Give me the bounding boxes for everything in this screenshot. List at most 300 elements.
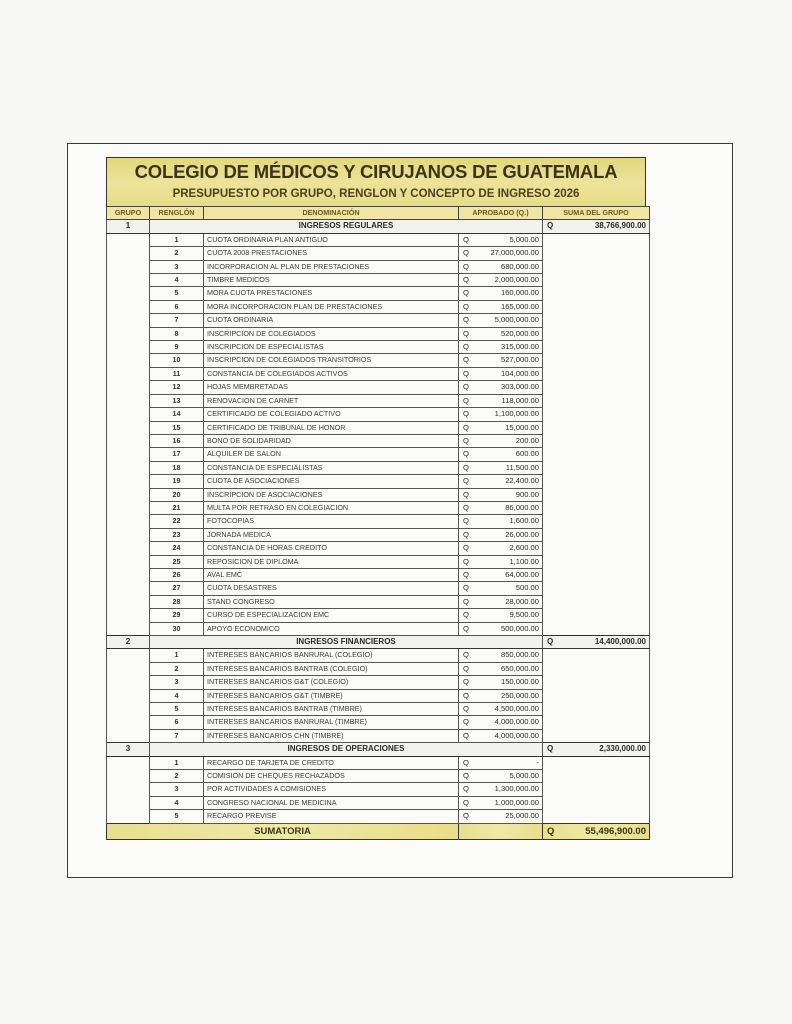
sum-spacer [543,367,650,380]
aprobado-cell [459,434,543,447]
renglon-number: 5 [150,287,204,300]
aprobado-value: 527,000.00 [500,355,539,365]
sum-spacer [543,582,650,595]
denominacion-cell: CUOTA DESASTRES [204,582,459,595]
aprobado-value: 64,000.00 [505,569,539,579]
denominacion-cell: RECARGO PREVISE [204,810,459,823]
aprobado-value: 520,000.00 [500,328,539,338]
aprobado-cell [459,341,543,354]
aprobado-cell [459,233,543,246]
currency-symbol: Q [463,301,469,311]
sum-spacer [543,314,650,327]
group-spacer [107,314,150,327]
aprobado-value: 86,000.00 [505,502,539,512]
aprobado-value: 5,000.00 [509,234,539,244]
denominacion-cell: MORA INCORPORACION PLAN DE PRESTACIONES [204,300,459,313]
table-row [107,729,650,742]
table-row [107,649,650,662]
aprobado-value: 118,000.00 [501,395,539,405]
sum-spacer [543,260,650,273]
aprobado-value: 600.00 [515,449,539,459]
group-sum-value: 38,766,900.00 [594,221,646,231]
group-spacer [107,555,150,568]
aprobado-cell [459,796,543,809]
group-spacer [107,341,150,354]
table-row [107,662,650,675]
currency-symbol: Q [463,315,469,325]
aprobado-cell [459,488,543,501]
group-spacer [107,367,150,380]
group-spacer [107,770,150,783]
aprobado-value: 200.00 [515,435,539,445]
currency-symbol: Q [547,744,554,754]
table-row [107,501,650,514]
aprobado-cell [459,327,543,340]
aprobado-cell [459,770,543,783]
aprobado-cell [459,555,543,568]
currency-symbol: Q [547,221,554,231]
sum-spacer [543,796,650,809]
table-row [107,434,650,447]
table-row [107,796,650,809]
aprobado-value: 1,100.00 [509,556,539,566]
aprobado-value: 5,000,000.00 [494,315,539,325]
sum-spacer [543,461,650,474]
renglon-number: 1 [150,233,204,246]
aprobado-value: 9,500.00 [509,610,539,620]
sum-spacer [543,408,650,421]
table-row [107,783,650,796]
group-spacer [107,729,150,742]
aprobado-cell [459,354,543,367]
aprobado-value: 28,000.00 [505,596,539,606]
aprobado-cell [459,314,543,327]
aprobado-value: 26,000.00 [505,529,539,539]
renglon-number: 1 [150,756,204,769]
group-spacer [107,810,150,823]
renglon-number: 4 [150,796,204,809]
table-row [107,555,650,568]
renglon-number: 12 [150,381,204,394]
renglon-number: 6 [150,716,204,729]
group-spacer [107,703,150,716]
group-spacer [107,756,150,769]
denominacion-cell: FOTOCOPIAS [204,515,459,528]
sum-spacer [543,421,650,434]
renglon-number: 6 [150,300,204,313]
table-row [107,287,650,300]
denominacion-cell: INTERESES BANCARIOS BANRURAL (COLEGIO) [204,649,459,662]
group-spacer [107,662,150,675]
table-row [107,314,650,327]
table-row [107,515,650,528]
aprobado-value: 2,600.00 [509,543,539,553]
aprobado-value: 27,000,000.00 [490,248,539,258]
sum-spacer [543,488,650,501]
currency-symbol: Q [463,328,469,338]
denominacion-cell: INTERESES BANCARIOS G&T (TIMBRE) [204,689,459,702]
aprobado-cell [459,649,543,662]
aprobado-cell [459,501,543,514]
renglon-number: 13 [150,394,204,407]
renglon-number: 4 [150,274,204,287]
currency-symbol: Q [463,489,469,499]
currency-symbol: Q [547,825,555,837]
total-row [107,823,650,839]
renglon-number: 19 [150,475,204,488]
aprobado-cell [459,515,543,528]
renglon-number: 2 [150,247,204,260]
renglon-number: 17 [150,448,204,461]
aprobado-value: 1,600.00 [509,516,539,526]
group-sum [543,220,650,233]
col-header-grupo: GRUPO [107,207,150,220]
group-sum-value: 2,330,000.00 [599,744,646,754]
renglon-number: 3 [150,260,204,273]
aprobado-cell [459,274,543,287]
aprobado-cell [459,662,543,675]
aprobado-value: 160,000.00 [500,288,539,298]
group-name: INGRESOS FINANCIEROS [150,636,543,649]
group-spacer [107,796,150,809]
denominacion-cell: INTERESES BANCARIOS G&T (COLEGIO) [204,676,459,689]
sum-spacer [543,247,650,260]
budget-table [106,206,650,840]
denominacion-cell: RENOVACION DE CARNET [204,394,459,407]
currency-symbol: Q [463,583,469,593]
aprobado-value: 650,000.00 [500,663,539,673]
denominacion-cell: TIMBRE MEDICOS [204,274,459,287]
aprobado-value: 680,000.00 [500,261,539,271]
currency-symbol: Q [463,449,469,459]
aprobado-cell [459,622,543,635]
currency-symbol: Q [463,261,469,271]
table-row [107,810,650,823]
sum-spacer [543,555,650,568]
sum-spacer [543,528,650,541]
sum-spacer [543,689,650,702]
renglon-number: 5 [150,703,204,716]
renglon-number: 14 [150,408,204,421]
group-spacer [107,448,150,461]
aprobado-cell [459,381,543,394]
table-row [107,528,650,541]
currency-symbol: Q [463,690,469,700]
denominacion-cell: REPOSICION DE DIPLOMA [204,555,459,568]
denominacion-cell: INSCRIPCION DE ESPECIALISTAS [204,341,459,354]
group-sum [543,743,650,756]
aprobado-cell [459,287,543,300]
currency-symbol: Q [463,409,469,419]
group-spacer [107,568,150,581]
denominacion-cell: COMISION DE CHEQUES RECHAZADOS [204,770,459,783]
group-row [107,220,650,233]
group-spacer [107,233,150,246]
currency-symbol: Q [463,757,469,767]
budget-sheet [106,157,646,840]
denominacion-cell: STAND CONGRESO [204,595,459,608]
aprobado-value: 500,000.00 [500,623,539,633]
table-row [107,542,650,555]
sum-spacer [543,341,650,354]
aprobado-value: 250,000.00 [500,690,539,700]
sum-spacer [543,233,650,246]
denominacion-cell: ALQUILER DE SALON [204,448,459,461]
table-row [107,300,650,313]
aprobado-cell [459,367,543,380]
group-spacer [107,515,150,528]
currency-symbol: Q [463,342,469,352]
renglon-number: 7 [150,729,204,742]
table-row [107,703,650,716]
aprobado-value: - [536,757,539,767]
denominacion-cell: CUOTA ORDINARIA [204,314,459,327]
group-spacer [107,434,150,447]
aprobado-cell [459,810,543,823]
denominacion-cell: INSCRIPCION DE ASOCIACIONES [204,488,459,501]
group-spacer [107,421,150,434]
group-spacer [107,381,150,394]
group-spacer [107,622,150,635]
denominacion-cell: CUOTA 2008 PRESTACIONES [204,247,459,260]
group-spacer [107,676,150,689]
aprobado-value: 1,300,000.00 [494,784,539,794]
document-title: COLEGIO DE MÉDICOS Y CIRUJANOS DE GUATEMALA [134,161,618,182]
col-header-suma: SUMA DEL GRUPO [543,207,650,220]
denominacion-cell: INTERESES BANCARIOS BANTRAB (TIMBRE) [204,703,459,716]
currency-symbol: Q [463,382,469,392]
aprobado-cell [459,448,543,461]
denominacion-cell: CONSTANCIA DE ESPECIALISTAS [204,461,459,474]
denominacion-cell: AVAL EMC [204,568,459,581]
sum-spacer [543,381,650,394]
table-row [107,622,650,635]
renglon-number: 27 [150,582,204,595]
currency-symbol: Q [463,569,469,579]
renglon-number: 2 [150,662,204,675]
currency-symbol: Q [463,395,469,405]
sum-spacer [543,649,650,662]
currency-symbol: Q [463,730,469,740]
renglon-number: 18 [150,461,204,474]
currency-symbol: Q [463,529,469,539]
aprobado-cell [459,783,543,796]
aprobado-cell [459,716,543,729]
currency-symbol: Q [463,811,469,821]
total-empty-cell [459,823,543,839]
group-spacer [107,501,150,514]
title-banner [106,157,646,206]
table-row [107,341,650,354]
group-name: INGRESOS REGULARES [150,220,543,233]
sum-spacer [543,542,650,555]
sum-spacer [543,622,650,635]
renglon-number: 9 [150,341,204,354]
denominacion-cell: JORNADA MEDICA [204,528,459,541]
currency-symbol: Q [463,717,469,727]
table-row [107,448,650,461]
aprobado-value: 500.00 [515,583,539,593]
aprobado-cell [459,247,543,260]
aprobado-value: 25,000.00 [505,811,539,821]
table-row [107,327,650,340]
denominacion-cell: INTERESES BANCARIOS BANTRAB (COLEGIO) [204,662,459,675]
currency-symbol: Q [463,704,469,714]
group-spacer [107,542,150,555]
renglon-number: 3 [150,783,204,796]
denominacion-cell: INCORPORACION AL PLAN DE PRESTACIONES [204,260,459,273]
group-row [107,636,650,649]
table-row [107,689,650,702]
col-header-renglon: RENGLÓN [150,207,204,220]
currency-symbol: Q [463,462,469,472]
currency-symbol: Q [463,797,469,807]
renglon-number: 30 [150,622,204,635]
group-row [107,743,650,756]
denominacion-cell: CERTIFICADO DE TRIBUNAL DE HONOR [204,421,459,434]
sum-spacer [543,394,650,407]
denominacion-cell: CONSTANCIA DE HORAS CREDITO [204,542,459,555]
col-header-denominacion: DENOMINACIÓN [204,207,459,220]
denominacion-cell: CONSTANCIA DE COLEGIADOS ACTIVOS [204,367,459,380]
document-subtitle: PRESUPUESTO POR GRUPO, RENGLON Y CONCEPTO DE INGRESO 2026 [172,188,580,200]
group-spacer [107,609,150,622]
denominacion-cell: CUOTA DE ASOCIACIONES [204,475,459,488]
aprobado-cell [459,729,543,742]
total-value: 55,496,900.00 [585,825,646,837]
currency-symbol: Q [463,516,469,526]
sum-spacer [543,676,650,689]
renglon-number: 7 [150,314,204,327]
aprobado-cell [459,582,543,595]
renglon-number: 20 [150,488,204,501]
group-number: 2 [107,636,150,649]
col-header-aprobado: APROBADO (Q.) [459,207,543,220]
table-row [107,421,650,434]
total-label: SUMATORIA [107,823,459,839]
table-row [107,475,650,488]
denominacion-cell: RECARGO DE TARJETA DE CREDITO [204,756,459,769]
group-spacer [107,260,150,273]
sum-spacer [543,354,650,367]
renglon-number: 26 [150,568,204,581]
sum-spacer [543,287,650,300]
renglon-number: 23 [150,528,204,541]
sum-spacer [543,729,650,742]
renglon-number: 21 [150,501,204,514]
denominacion-cell: CONGRESO NACIONAL DE MEDICINA [204,796,459,809]
denominacion-cell: CERTIFICADO DE COLEGIADO ACTIVO [204,408,459,421]
group-spacer [107,408,150,421]
group-spacer [107,354,150,367]
aprobado-value: 4,000,000.00 [494,730,539,740]
currency-symbol: Q [463,502,469,512]
group-spacer [107,716,150,729]
table-row [107,247,650,260]
denominacion-cell: MULTA POR RETRASO EN COLEGIACION [204,501,459,514]
aprobado-value: 900.00 [515,489,539,499]
aprobado-value: 2,000,000.00 [494,275,539,285]
aprobado-cell [459,676,543,689]
sum-spacer [543,703,650,716]
currency-symbol: Q [463,610,469,620]
table-row [107,367,650,380]
sum-spacer [543,770,650,783]
sum-spacer [543,716,650,729]
group-number: 3 [107,743,150,756]
sum-spacer [543,501,650,514]
aprobado-value: 4,500,000.00 [494,704,539,714]
currency-symbol: Q [463,288,469,298]
denominacion-cell: BONO DE SOLIDARIDAD [204,434,459,447]
sum-spacer [543,515,650,528]
group-name: INGRESOS DE OPERACIONES [150,743,543,756]
group-spacer [107,488,150,501]
denominacion-cell: MORA CUOTA PRESTACIONES [204,287,459,300]
table-body [107,220,650,839]
aprobado-cell [459,421,543,434]
table-row [107,408,650,421]
currency-symbol: Q [463,422,469,432]
aprobado-cell [459,408,543,421]
aprobado-cell [459,528,543,541]
sum-spacer [543,434,650,447]
table-row [107,568,650,581]
aprobado-value: 315,000.00 [500,342,539,352]
aprobado-value: 850,000.00 [500,650,539,660]
renglon-number: 8 [150,327,204,340]
table-row [107,609,650,622]
group-number: 1 [107,220,150,233]
currency-symbol: Q [463,476,469,486]
group-spacer [107,274,150,287]
renglon-number: 5 [150,810,204,823]
currency-symbol: Q [463,596,469,606]
currency-symbol: Q [463,543,469,553]
sum-spacer [543,300,650,313]
renglon-number: 15 [150,421,204,434]
sum-spacer [543,662,650,675]
aprobado-value: 150,000.00 [500,677,539,687]
group-sum [543,636,650,649]
aprobado-value: 1,000,000.00 [494,797,539,807]
aprobado-value: 165,000.00 [500,301,539,311]
denominacion-cell: INSCRIPCION DE COLEGIADOS [204,327,459,340]
sum-spacer [543,327,650,340]
denominacion-cell: CURSO DE ESPECIALIZACION EMC [204,609,459,622]
aprobado-cell [459,475,543,488]
currency-symbol: Q [463,771,469,781]
aprobado-value: 104,000.00 [500,368,539,378]
table-row [107,595,650,608]
table-row [107,488,650,501]
currency-symbol: Q [463,650,469,660]
group-spacer [107,783,150,796]
table-row [107,770,650,783]
renglon-number: 4 [150,689,204,702]
total-value-cell [543,823,650,839]
aprobado-value: 22,400.00 [505,476,539,486]
sum-spacer [543,810,650,823]
denominacion-cell: CUOTA ORDINARIA PLAN ANTIGUO [204,233,459,246]
table-row [107,394,650,407]
sum-spacer [543,756,650,769]
table-row [107,716,650,729]
denominacion-cell: POR ACTIVIDADES A COMISIONES [204,783,459,796]
currency-symbol: Q [463,368,469,378]
table-row [107,461,650,474]
group-spacer [107,247,150,260]
